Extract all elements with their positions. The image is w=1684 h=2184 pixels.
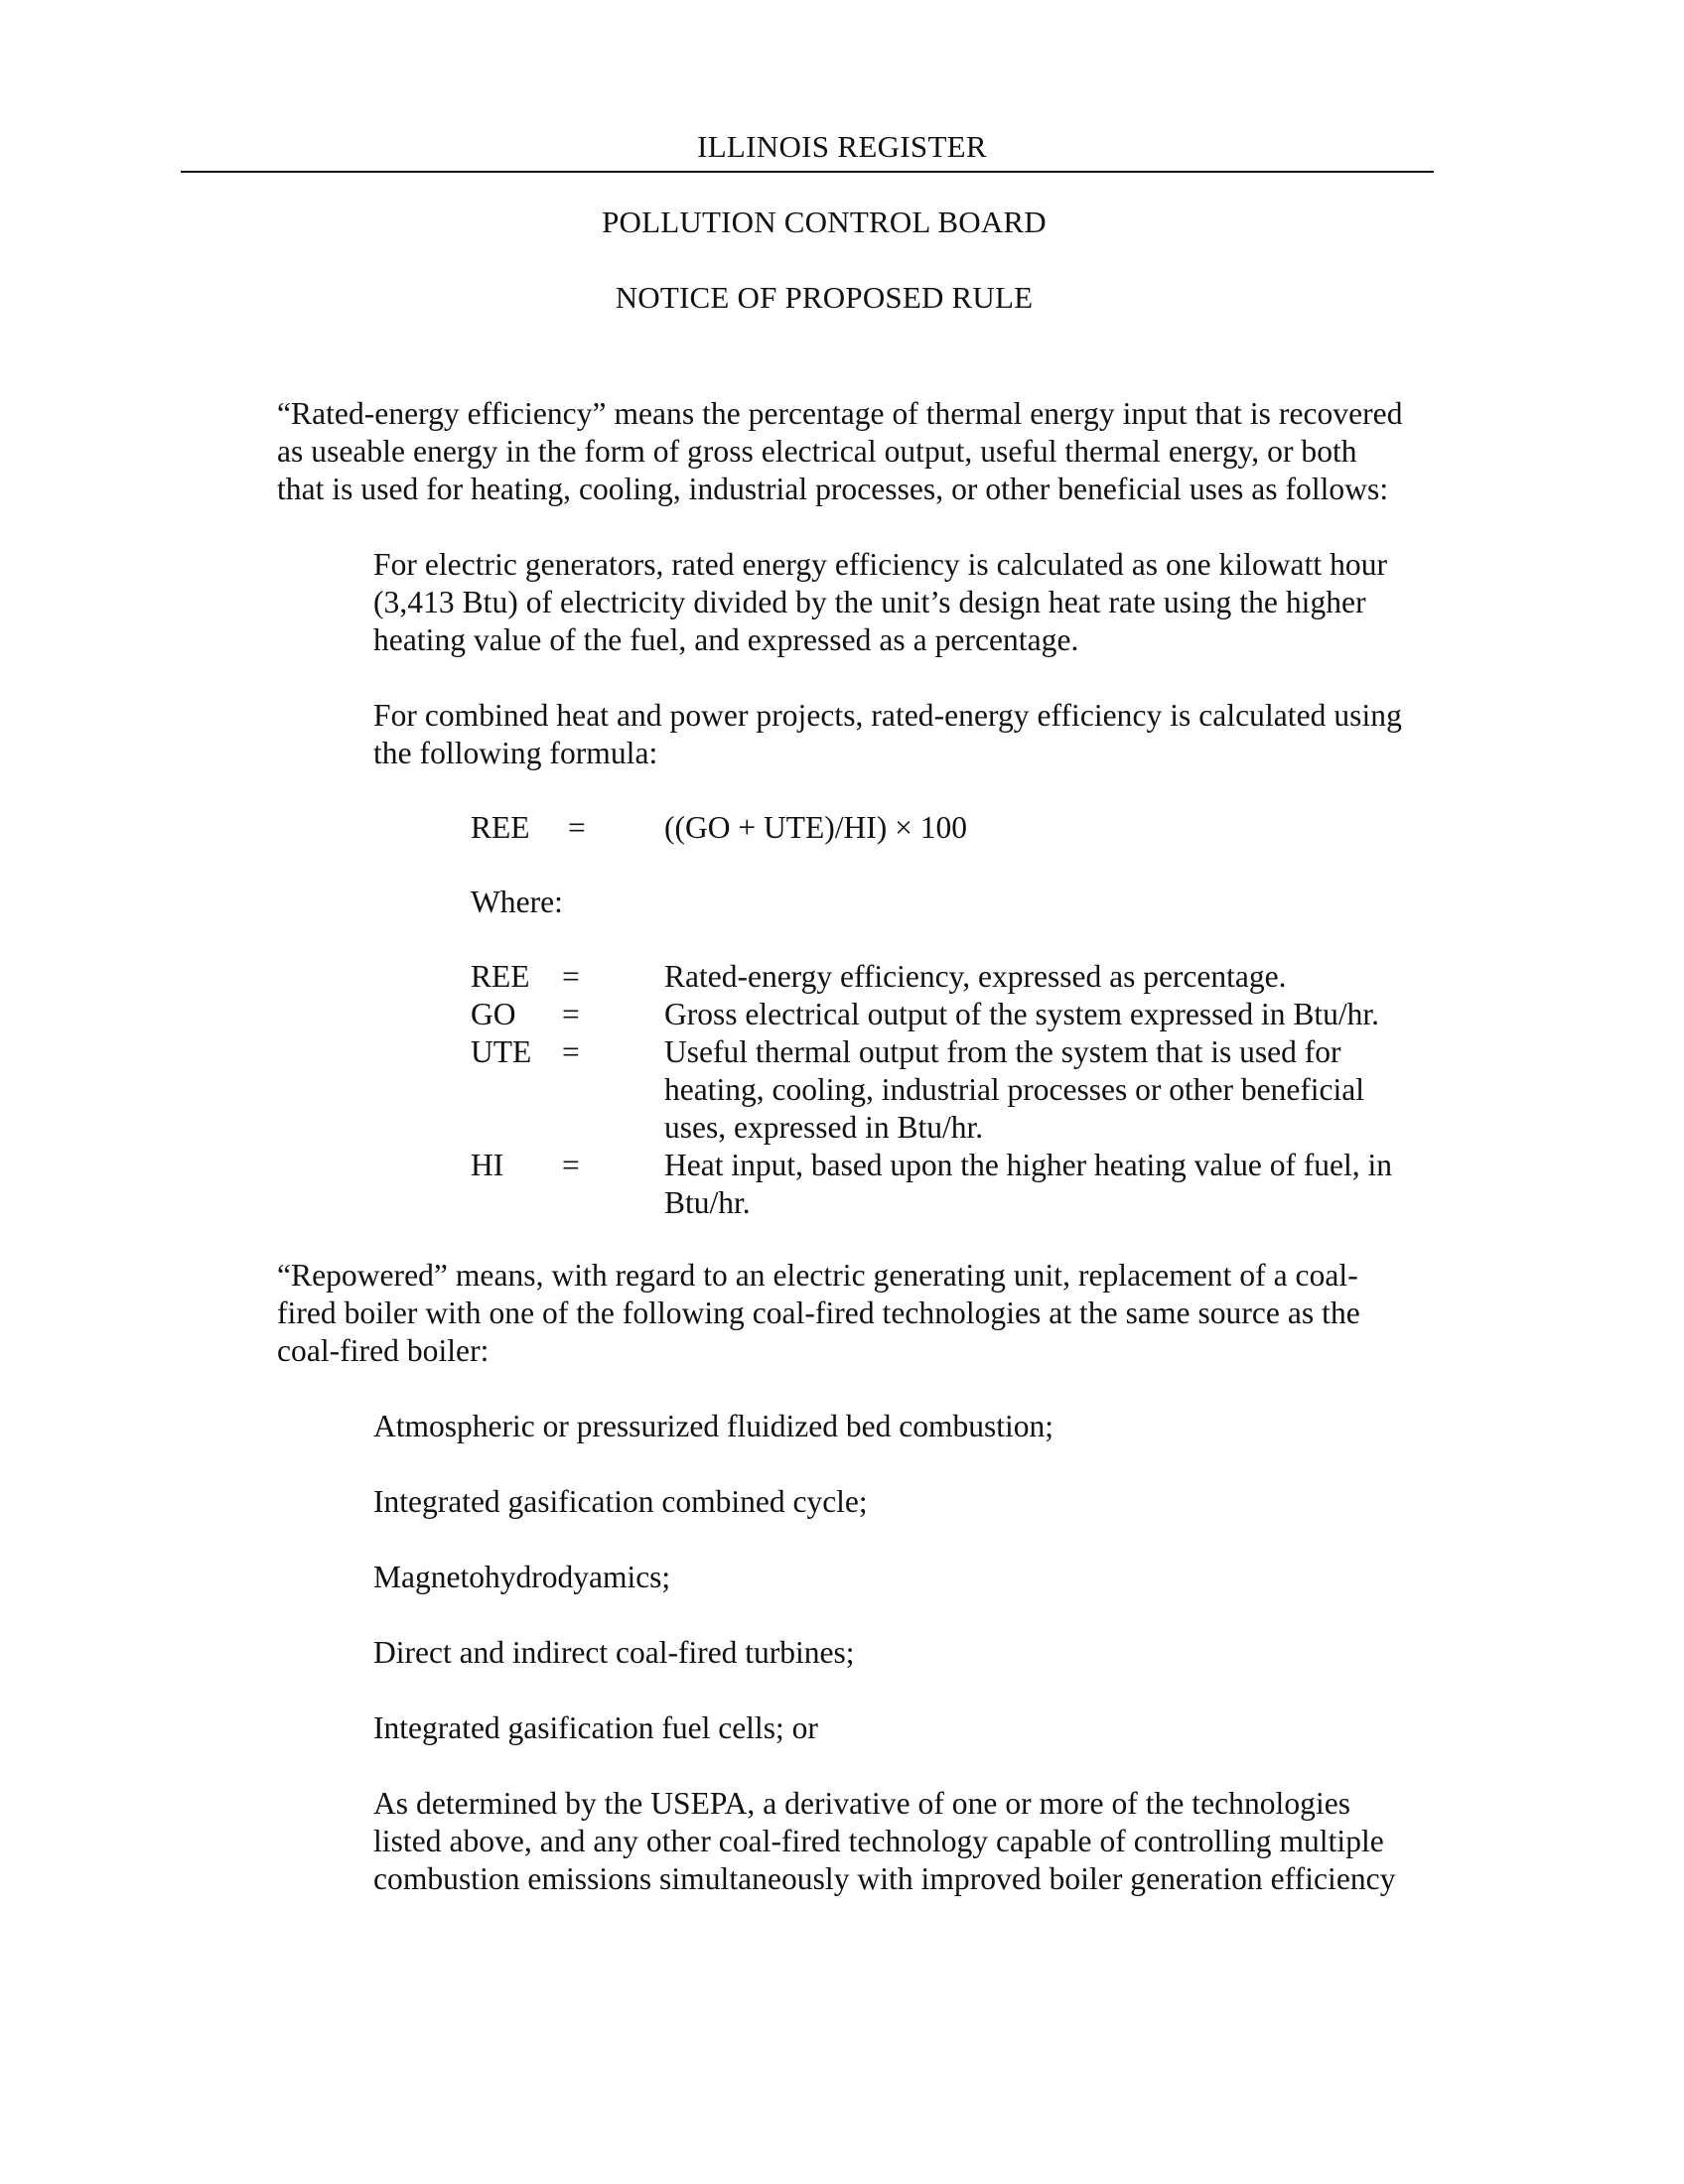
variable-row-ute	[471, 1033, 1464, 1147]
variable-term: REE	[471, 959, 530, 994]
technology-item: Direct and indirect coal-fired turbines;	[373, 1635, 855, 1670]
formula-expression: ((GO + UTE)/HI) × 100	[664, 810, 967, 845]
technology-item: Magnetohydrodyamics;	[373, 1560, 671, 1594]
variable-term: UTE	[471, 1034, 532, 1069]
variable-row-hi	[471, 1147, 1464, 1222]
text-line: Gross electrical output of the system expressed in Btu/hr.	[664, 997, 1379, 1031]
text-line: listed above, and any other coal-fired technology capable of controlling multiple	[373, 1824, 1384, 1858]
where-label	[471, 884, 563, 921]
text-line: For electric generators, rated energy efficiency is calculated as one kilowatt hour	[373, 547, 1388, 582]
technology-item: Integrated gasification combined cycle;	[373, 1484, 868, 1519]
text-line: Useful thermal output from the system that is used for	[664, 1034, 1341, 1069]
variable-equals: =	[562, 1034, 580, 1069]
ree-formula	[471, 809, 1464, 849]
variable-equals: =	[562, 1148, 580, 1182]
variable-description	[664, 958, 1286, 996]
text-line: fired boiler with one of the following coal-fired technologies at the same source as the	[277, 1296, 1360, 1330]
text-line: uses, expressed in Btu/hr.	[664, 1110, 984, 1145]
text-line: Rated-energy efficiency, expressed as percentage.	[664, 959, 1287, 994]
text-line: “Repowered” means, with regard to an electric generating unit, replacement of a coal-	[277, 1258, 1358, 1293]
chp-paragraph	[373, 697, 1402, 772]
variable-term: GO	[471, 997, 516, 1031]
notice-heading: NOTICE OF PROPOSED RULE	[615, 280, 1034, 315]
electric-generators-paragraph	[373, 546, 1387, 659]
text-line: As determined by the USEPA, a derivative of one or more of the technologies	[373, 1786, 1351, 1821]
text-line: For combined heat and power projects, rated-energy efficiency is calculated using	[373, 698, 1402, 733]
text-line: as useable energy in the form of gross electrical output, useful thermal energy, or both	[277, 434, 1357, 469]
variable-equals: =	[562, 959, 580, 994]
text-line: heating, cooling, industrial processes or other beneficial	[664, 1072, 1365, 1107]
header-divider	[181, 171, 1434, 173]
register-title: ILLINOIS REGISTER	[697, 129, 987, 164]
text-line: Heat input, based upon the higher heating value of fuel, in	[664, 1148, 1393, 1182]
variable-description	[664, 996, 1379, 1033]
text-line: Where:	[471, 885, 563, 919]
text-line: combustion emissions simultaneously with improved boiler generation efficiency	[373, 1861, 1396, 1896]
formula-equals: =	[568, 810, 586, 845]
text-line: “Rated-energy efficiency” means the percentage of thermal energy input that is recovered	[277, 396, 1403, 431]
variable-equals: =	[562, 997, 580, 1031]
technology-item: Integrated gasification fuel cells; or	[373, 1710, 818, 1745]
text-line: the following formula:	[373, 736, 658, 770]
agency-heading: POLLUTION CONTROL BOARD	[602, 205, 1047, 239]
variable-row-go	[471, 996, 1464, 1033]
text-line: (3,413 Btu) of electricity divided by the unit’s design heat rate using the higher	[373, 585, 1366, 619]
variable-description	[664, 1147, 1392, 1222]
formula-term: REE	[471, 810, 530, 845]
variable-description	[664, 1033, 1364, 1147]
variable-term: HI	[471, 1148, 504, 1182]
repowered-definition	[277, 1257, 1360, 1370]
text-line: coal-fired boiler:	[277, 1333, 490, 1368]
derivative-paragraph	[373, 1785, 1396, 1898]
text-line: that is used for heating, cooling, industrial processes, or other beneficial uses as follows:	[277, 472, 1389, 506]
technology-item: Atmospheric or pressurized fluidized bed combustion;	[373, 1409, 1053, 1443]
variable-row-ree	[471, 958, 1464, 996]
rated-energy-definition	[277, 395, 1403, 508]
text-line: heating value of the fuel, and expressed as a percentage.	[373, 622, 1079, 657]
text-line: Btu/hr.	[664, 1185, 751, 1220]
